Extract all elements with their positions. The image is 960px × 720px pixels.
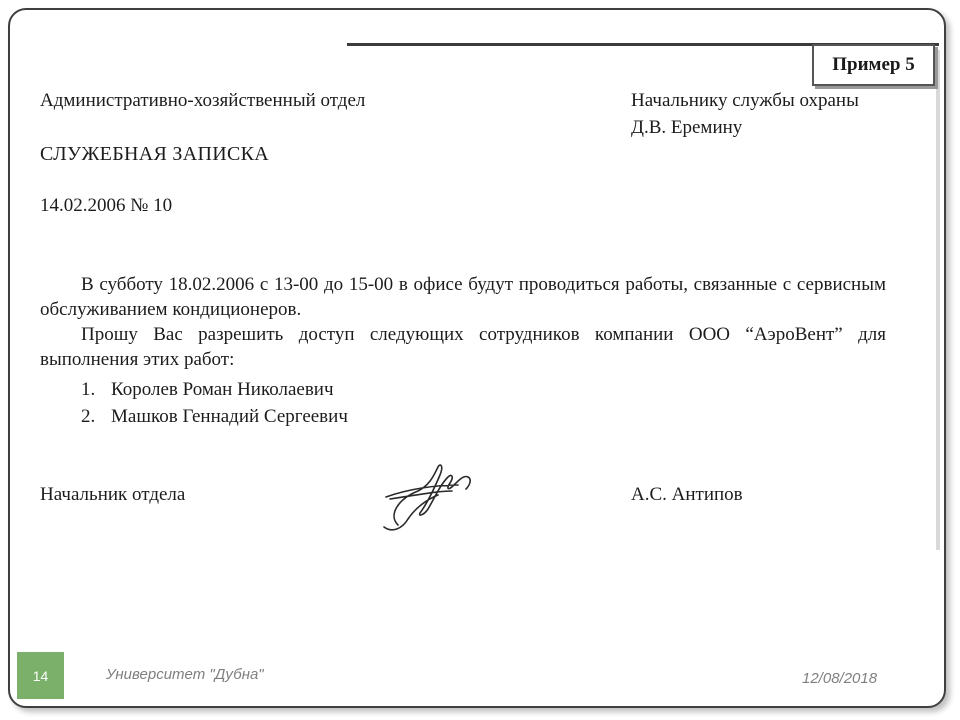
employee-name: Машков Геннадий Сергеевич bbox=[111, 406, 348, 427]
right-edge-strip bbox=[936, 50, 940, 550]
signer-name: А.С. Антипов bbox=[631, 484, 743, 505]
recipient-name: Д.В. Еремину bbox=[631, 117, 743, 138]
employee-name: Королев Роман Николаевич bbox=[111, 379, 334, 400]
memo-body bbox=[40, 272, 886, 430]
signer-title: Начальник отдела bbox=[40, 484, 186, 505]
sender-department: Административно-хозяйственный отдел bbox=[40, 90, 366, 111]
paragraph-work-notice: В субботу 18.02.2006 с 13-00 до 15-00 в офисе будут проводиться работы, связанные с сервисным обслуживанием кондиционеров. bbox=[40, 274, 886, 320]
paragraph-access-request: Прошу Вас разрешить доступ следующих сотрудников компании ООО “АэроВент” для выполнения этих работ: bbox=[40, 324, 886, 370]
document-type-heading: СЛУЖЕБНАЯ ЗАПИСКА bbox=[40, 143, 269, 165]
document-date-number: 14.02.2006 № 10 bbox=[40, 195, 173, 216]
footer-date: 12/08/2018 bbox=[802, 670, 878, 687]
list-item-number: 2. bbox=[81, 406, 96, 427]
slide-number: 14 bbox=[17, 652, 64, 699]
employee-list bbox=[40, 376, 886, 430]
list-item bbox=[40, 376, 886, 403]
example-label: Пример 5 bbox=[832, 54, 915, 75]
example-label-box bbox=[812, 44, 935, 86]
list-item-number: 1. bbox=[81, 379, 96, 400]
recipient-position: Начальнику службы охраны bbox=[631, 90, 859, 111]
list-item bbox=[40, 403, 886, 430]
handwritten-signature bbox=[378, 455, 488, 535]
footer-organization: Университет "Дубна" bbox=[106, 666, 264, 683]
